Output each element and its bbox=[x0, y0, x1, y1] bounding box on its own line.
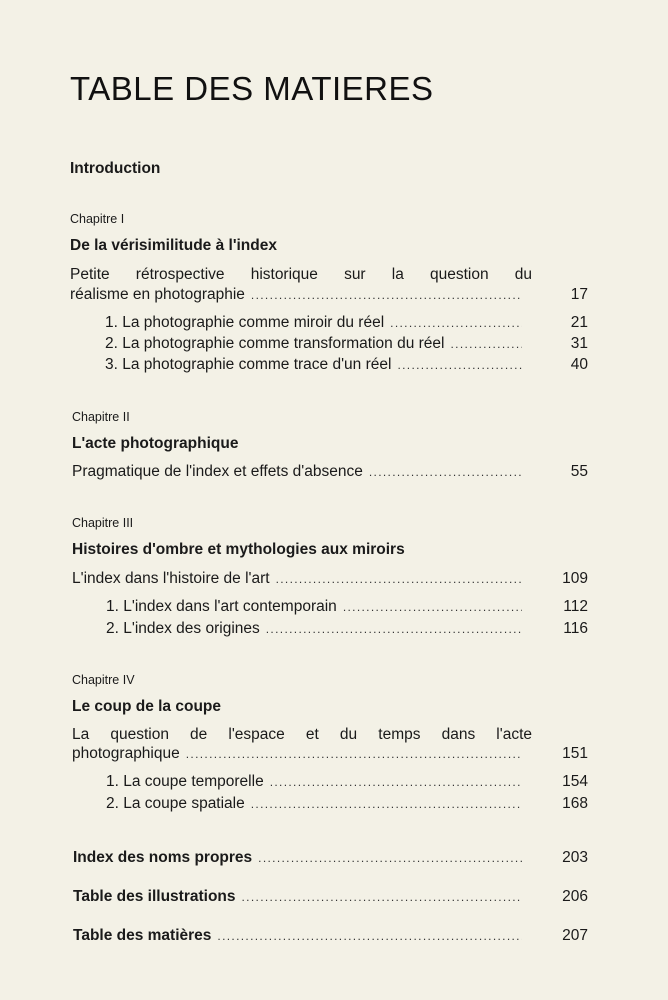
toc-entry bbox=[106, 620, 588, 638]
chapter-2-label: Chapitre II bbox=[72, 410, 130, 424]
chapter-4-lead-entry bbox=[72, 745, 588, 763]
page-number: 21 bbox=[570, 314, 588, 331]
entry-text: Table des illustrations bbox=[73, 888, 236, 905]
back-matter-entry bbox=[73, 927, 588, 945]
toc-entry bbox=[105, 356, 588, 374]
page-number: 17 bbox=[570, 286, 588, 303]
entry-text: 2. La coupe spatiale bbox=[106, 795, 245, 812]
page-number: 206 bbox=[562, 888, 588, 905]
leader-dots bbox=[258, 849, 522, 867]
chapter-4-title: Le coup de la coupe bbox=[72, 698, 221, 715]
toc-entry bbox=[106, 795, 588, 813]
toc-entry bbox=[106, 773, 588, 791]
toc-entry bbox=[72, 570, 588, 588]
introduction-heading: Introduction bbox=[70, 160, 161, 177]
page-number: 31 bbox=[570, 335, 588, 352]
toc-entry bbox=[72, 463, 588, 481]
chapter-1-title: De la vérisimilitude à l'index bbox=[70, 237, 277, 254]
entry-text: 1. L'index dans l'art contemporain bbox=[106, 598, 337, 615]
page-number: 154 bbox=[562, 773, 588, 790]
leader-dots bbox=[266, 620, 522, 638]
leader-dots bbox=[270, 773, 522, 791]
chapter-4-label: Chapitre IV bbox=[72, 673, 135, 687]
entry-text: 3. La photographie comme trace d'un réel bbox=[105, 356, 392, 373]
entry-text: 2. La photographie comme transformation du réel bbox=[105, 335, 445, 352]
entry-text: Index des noms propres bbox=[73, 849, 253, 866]
entry-text: 1. La coupe temporelle bbox=[106, 773, 264, 790]
chapter-1-lead-line2: réalisme en photographie bbox=[70, 286, 245, 303]
chapter-4-lead-line2: photographique bbox=[72, 745, 180, 762]
page-title: TABLE DES MATIERES bbox=[70, 70, 434, 107]
chapter-3-label: Chapitre III bbox=[72, 516, 134, 530]
leader-dots bbox=[217, 927, 522, 945]
entry-text: Table des matières bbox=[73, 927, 212, 944]
leader-dots bbox=[397, 356, 522, 374]
entry-text: Pragmatique de l'index et effets d'absence bbox=[72, 463, 363, 480]
leader-dots bbox=[390, 314, 522, 332]
leader-dots bbox=[186, 745, 522, 763]
toc-entry bbox=[105, 314, 588, 332]
page-number: 55 bbox=[570, 463, 588, 480]
chapter-1-label: Chapitre I bbox=[70, 212, 125, 226]
leader-dots bbox=[450, 335, 522, 353]
page-number: 40 bbox=[570, 356, 588, 373]
leader-dots bbox=[251, 795, 522, 813]
toc-entry bbox=[106, 598, 588, 616]
back-matter-entry bbox=[73, 849, 588, 867]
page-number: 112 bbox=[563, 598, 588, 615]
page-number: 207 bbox=[562, 927, 588, 944]
page-number: 168 bbox=[562, 795, 588, 812]
leader-dots bbox=[242, 888, 522, 906]
chapter-2-title: L'acte photographique bbox=[72, 435, 239, 452]
chapter-1-lead-entry bbox=[70, 286, 588, 304]
entry-text: 1. La photographie comme miroir du réel bbox=[105, 314, 385, 331]
chapter-3-title: Histoires d'ombre et mythologies aux miroirs bbox=[72, 541, 405, 558]
entry-text: 2. L'index des origines bbox=[106, 620, 260, 637]
page-number: 109 bbox=[562, 570, 588, 587]
entry-text: L'index dans l'histoire de l'art bbox=[72, 570, 270, 587]
chapter-4-lead-line1: La question de l'espace et du temps dans l'acte bbox=[72, 726, 532, 743]
page-number: 151 bbox=[562, 745, 588, 762]
page-number: 203 bbox=[562, 849, 588, 866]
leader-dots bbox=[369, 463, 522, 481]
leader-dots bbox=[343, 598, 522, 616]
chapter-1-lead-line1: Petite rétrospective historique sur la question du bbox=[70, 266, 532, 283]
leader-dots bbox=[251, 286, 522, 304]
leader-dots bbox=[276, 570, 522, 588]
back-matter-entry bbox=[73, 888, 588, 906]
toc-entry bbox=[105, 335, 588, 353]
page-number: 116 bbox=[563, 620, 588, 637]
